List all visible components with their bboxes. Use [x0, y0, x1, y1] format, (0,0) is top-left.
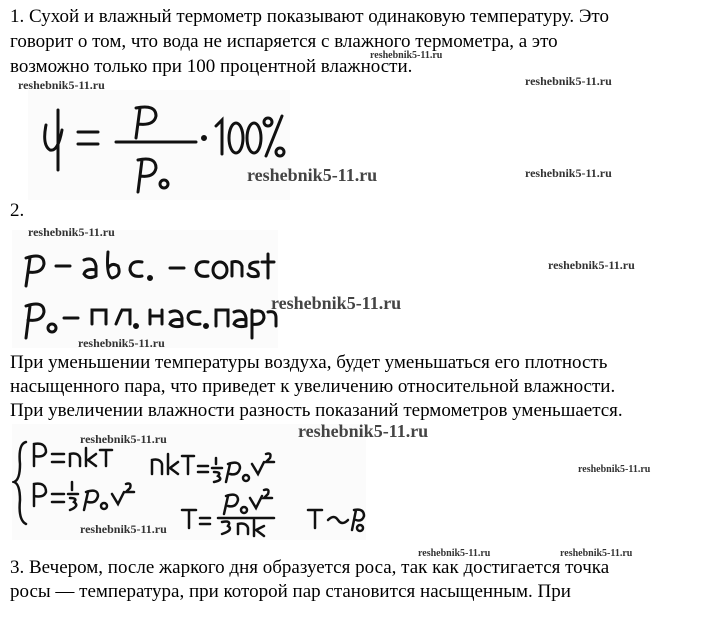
paragraph-2-line-2: насыщенного пара, что приведет к увеличению относительной влажности.: [10, 376, 616, 397]
paragraph-3-line-1: 3. Вечером, после жаркого дня образуется роса, так как достигается точка: [10, 557, 610, 578]
watermark: reshebnik5-11.ru: [298, 421, 429, 441]
watermark: reshebnik5-11.ru: [271, 293, 402, 313]
paragraph-2-line-3: При увеличении влажности разность показаний термометров уменьшается.: [10, 400, 623, 421]
paragraph-3-line-2: росы — температура, при которой пар становится насыщенным. При: [10, 581, 571, 602]
paragraph-1-line-2: говорит о том, что вода не испаряется с влажного термометра, а это: [10, 31, 558, 52]
watermark: reshebnik5-11.ru: [80, 522, 167, 536]
watermark: reshebnik5-11.ru: [560, 548, 633, 559]
watermark: reshebnik5-11.ru: [418, 548, 491, 559]
handwritten-formula-density: [12, 230, 278, 348]
watermark: reshebnik5-11.ru: [370, 50, 443, 61]
watermark: reshebnik5-11.ru: [548, 258, 635, 272]
watermark: reshebnik5-11.ru: [247, 165, 378, 185]
watermark: reshebnik5-11.ru: [28, 225, 115, 239]
density-notes-sketch: [12, 230, 278, 348]
watermark: reshebnik5-11.ru: [78, 336, 165, 350]
paragraph-2-label: 2.: [10, 200, 25, 221]
watermark: reshebnik5-11.ru: [80, 432, 167, 446]
watermark: reshebnik5-11.ru: [525, 74, 612, 88]
watermark: reshebnik5-11.ru: [578, 464, 651, 475]
paragraph-2-line-1: При уменьшении температуры воздуха, будет уменьшаться его плотность: [10, 352, 608, 373]
paragraph-1-line-3: возможно только при 100 процентной влажности.: [10, 56, 413, 77]
watermark: reshebnik5-11.ru: [525, 166, 612, 180]
paragraph-1-line-1: 1. Сухой и влажный термометр показывают одинаковую температуру. Это: [10, 6, 609, 27]
watermark: reshebnik5-11.ru: [18, 78, 105, 92]
